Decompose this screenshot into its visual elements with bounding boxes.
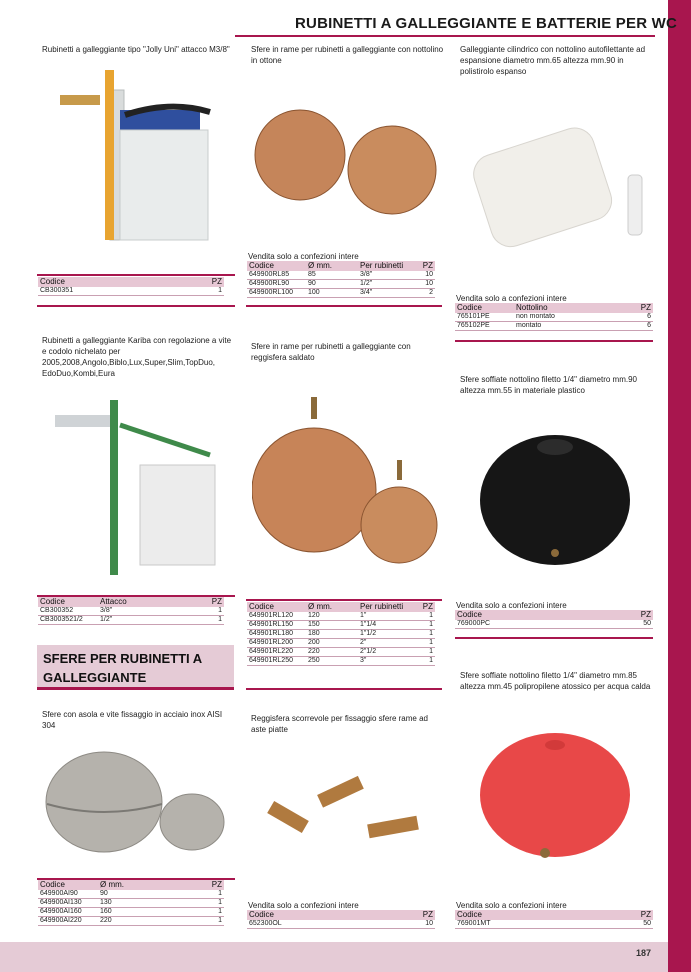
- cell: 10: [382, 920, 435, 929]
- cell: 765102PE: [455, 322, 514, 331]
- jolly-uni-description: Rubinetti a galleggiante tipo "Jolly Uni" attacco M3/8": [42, 45, 230, 54]
- ottone-sale-note: Vendita solo a confezioni intere: [248, 252, 359, 261]
- col-header: Ø mm.: [98, 880, 182, 890]
- cell: 160: [98, 908, 182, 917]
- col-header: Per rubinetti: [358, 261, 417, 271]
- table-row: [247, 920, 435, 929]
- cilindrico-float-image: [465, 115, 655, 250]
- cell: 769001MT: [455, 920, 598, 929]
- separator: [246, 688, 442, 690]
- col-header: Codice: [247, 602, 306, 612]
- cell: 649900RL85: [247, 271, 306, 280]
- col-header: Codice: [455, 303, 514, 313]
- reggisfera-description: Reggisfera scorrevole per fissaggio sfere rame ad aste piatte: [251, 714, 428, 734]
- soffiate-85-sphere-image: [475, 725, 640, 865]
- cilindrico-sale-note: Vendita solo a confezioni intere: [456, 294, 567, 303]
- cell: 180: [306, 630, 358, 639]
- jolly-uni-table-rule: [37, 274, 235, 276]
- col-header: PZ: [618, 303, 653, 313]
- col-header: PZ: [598, 610, 653, 620]
- col-header: Ø mm.: [306, 602, 358, 612]
- kariba-description: Rubinetti a galleggiante Kariba con regolazione a vite e codolo nichelato per 2005,2008,Angolo,Biblo,Lux,Super,Slim,TopDuo, EdoDuo,Kombi,Eura: [42, 336, 232, 378]
- col-header: PZ: [172, 277, 224, 287]
- table-row: [455, 920, 653, 929]
- separator: [37, 305, 235, 307]
- cell: 1"1/2: [358, 630, 417, 639]
- table-row: [247, 630, 435, 639]
- cell: 1: [182, 890, 224, 899]
- cell: 1: [417, 639, 435, 648]
- table-row: [38, 917, 224, 926]
- table-row: [247, 280, 435, 289]
- cell: 10: [417, 271, 435, 280]
- col-header: Ø mm.: [306, 261, 358, 271]
- cell: 100: [306, 289, 358, 298]
- col-header: PZ: [382, 910, 435, 920]
- cell: 1: [417, 648, 435, 657]
- col-header: PZ: [598, 910, 653, 920]
- cell: CB3003521/2: [38, 616, 98, 625]
- table-row: [247, 657, 435, 666]
- col-header: Nottolino: [514, 303, 618, 313]
- kariba-table: [38, 597, 224, 625]
- table-row: [38, 607, 224, 616]
- table-row: [247, 621, 435, 630]
- cell: CB300351: [38, 287, 172, 296]
- cell: 3/4": [358, 289, 417, 298]
- cell: 649900AI90: [38, 890, 98, 899]
- col-header: PZ: [182, 880, 224, 890]
- cell: 120: [306, 612, 358, 621]
- cell: 1/2": [358, 280, 417, 289]
- cell: CB300352: [38, 607, 98, 616]
- cell: 649901RL220: [247, 648, 306, 657]
- reggisfera-sale-note: Vendita solo a confezioni intere: [248, 901, 359, 910]
- cell: 1: [184, 616, 224, 625]
- page-number: 187: [635, 948, 651, 958]
- table-row: [455, 322, 653, 331]
- page-title: RUBINETTI A GALLEGGIANTE E BATTERIE PER WC: [295, 15, 678, 32]
- cell: 130: [98, 899, 182, 908]
- table-row: [455, 620, 653, 629]
- cell: 649900RL90: [247, 280, 306, 289]
- soffiate-85-table: [455, 910, 653, 929]
- col-header: PZ: [417, 261, 435, 271]
- table-row: [247, 612, 435, 621]
- cell: 765101PE: [455, 313, 514, 322]
- separator: [455, 637, 653, 639]
- cell: 652300OL: [247, 920, 382, 929]
- cell: 3/8": [98, 607, 184, 616]
- cell: 649901RL150: [247, 621, 306, 630]
- cell: 6: [618, 313, 653, 322]
- reggisfera-table: [247, 910, 435, 929]
- cell: 220: [306, 648, 358, 657]
- cell: 6: [618, 322, 653, 331]
- col-header: Codice: [38, 277, 172, 287]
- cell: 1: [417, 657, 435, 666]
- cell: 10: [417, 280, 435, 289]
- cell: 3": [358, 657, 417, 666]
- cell: 649901RL200: [247, 639, 306, 648]
- cell: 649901RL250: [247, 657, 306, 666]
- cell: 3/8": [358, 271, 417, 280]
- col-header: Codice: [247, 261, 306, 271]
- cell: 90: [306, 280, 358, 289]
- col-header: Codice: [38, 880, 98, 890]
- col-header: Codice: [455, 610, 598, 620]
- title-underline: [235, 35, 655, 37]
- cell: 649900AI130: [38, 899, 98, 908]
- inox-description: Sfere con asola e vite fissaggio in acciaio inox AISI 304: [42, 710, 223, 730]
- reggisfera-image: [258, 765, 438, 865]
- saldato-table-rule: [246, 599, 442, 601]
- side-accent-bar: [668, 0, 691, 972]
- cell: 200: [306, 639, 358, 648]
- cell: 649900RL100: [247, 289, 306, 298]
- cell: non montato: [514, 313, 618, 322]
- soffiate-85-sale-note: Vendita solo a confezioni intere: [456, 901, 567, 910]
- table-row: [247, 289, 435, 298]
- cell: 1/2": [98, 616, 184, 625]
- ottone-description: Sfere in rame per rubinetti a galleggiante con nottolino in ottone: [251, 45, 444, 65]
- col-header: Codice: [38, 597, 98, 607]
- section-header: [37, 645, 234, 690]
- table-row: [38, 616, 224, 625]
- cell: 649901RL180: [247, 630, 306, 639]
- col-header: Codice: [247, 910, 382, 920]
- inox-table: [38, 880, 224, 926]
- col-header: Codice: [455, 910, 598, 920]
- cell: 90: [98, 890, 182, 899]
- soffiate-90-sale-note: Vendita solo a confezioni intere: [456, 601, 567, 610]
- cell: 1: [417, 612, 435, 621]
- separator: [246, 305, 442, 307]
- cell: 1"1/4: [358, 621, 417, 630]
- saldato-table: [247, 602, 435, 666]
- soffiate-85-description: Sfere soffiate nottolino filetto 1/4" diametro mm.85 altezza mm.45 polipropilene atossico per acqua calda: [460, 671, 651, 691]
- section-title: SFERE PER RUBINETTI A GALLEGGIANTE: [43, 651, 202, 685]
- cell: 1: [182, 908, 224, 917]
- footer-band: [0, 942, 668, 972]
- cell: 50: [598, 620, 653, 629]
- cell: 2: [417, 289, 435, 298]
- col-header: Attacco: [98, 597, 184, 607]
- cell: 2"1/2: [358, 648, 417, 657]
- cell: 250: [306, 657, 358, 666]
- jolly-uni-table: [38, 277, 224, 296]
- table-row: [38, 890, 224, 899]
- cell: 1: [172, 287, 224, 296]
- cell: 1: [182, 917, 224, 926]
- cell: 649900AI160: [38, 908, 98, 917]
- cell: 1: [417, 630, 435, 639]
- cell: 50: [598, 920, 653, 929]
- cell: montato: [514, 322, 618, 331]
- table-row: [247, 639, 435, 648]
- inox-spheres-image: [42, 730, 237, 870]
- soffiate-90-table: [455, 610, 653, 629]
- cell: 150: [306, 621, 358, 630]
- table-row: [38, 899, 224, 908]
- cell: 1: [182, 899, 224, 908]
- saldato-description: Sfere in rame per rubinetti a galleggiante con reggisfera saldato: [251, 342, 411, 362]
- col-header: PZ: [184, 597, 224, 607]
- col-header: Per rubinetti: [358, 602, 417, 612]
- soffiate-90-description: Sfere soffiate nottolino filetto 1/4" diametro mm.90 altezza mm.55 in materiale plastico: [460, 375, 638, 395]
- saldato-spheres-image: [252, 395, 442, 570]
- ottone-table: [247, 261, 435, 298]
- cell: 220: [98, 917, 182, 926]
- table-row: [247, 648, 435, 657]
- table-row: [247, 271, 435, 280]
- cell: 1: [184, 607, 224, 616]
- cell: 85: [306, 271, 358, 280]
- cell: 2": [358, 639, 417, 648]
- table-row: [38, 908, 224, 917]
- col-header: PZ: [417, 602, 435, 612]
- table-row: [38, 287, 224, 296]
- ottone-spheres-image: [252, 95, 442, 225]
- separator: [455, 340, 653, 342]
- table-row: [455, 313, 653, 322]
- cell: 649900AI220: [38, 917, 98, 926]
- cilindrico-description: Galleggiante cilindrico con nottolino autofilettante ad espansione diametro mm.65 altezza mm.90 in polistirolo espanso: [460, 45, 646, 76]
- jolly-uni-valve-image: [50, 70, 230, 250]
- cell: 1: [417, 621, 435, 630]
- soffiate-90-sphere-image: [475, 425, 640, 575]
- cell: 1": [358, 612, 417, 621]
- cell: 649901RL120: [247, 612, 306, 621]
- kariba-valve-image: [50, 395, 225, 580]
- cilindrico-table: [455, 303, 653, 331]
- cell: 769000PC: [455, 620, 598, 629]
